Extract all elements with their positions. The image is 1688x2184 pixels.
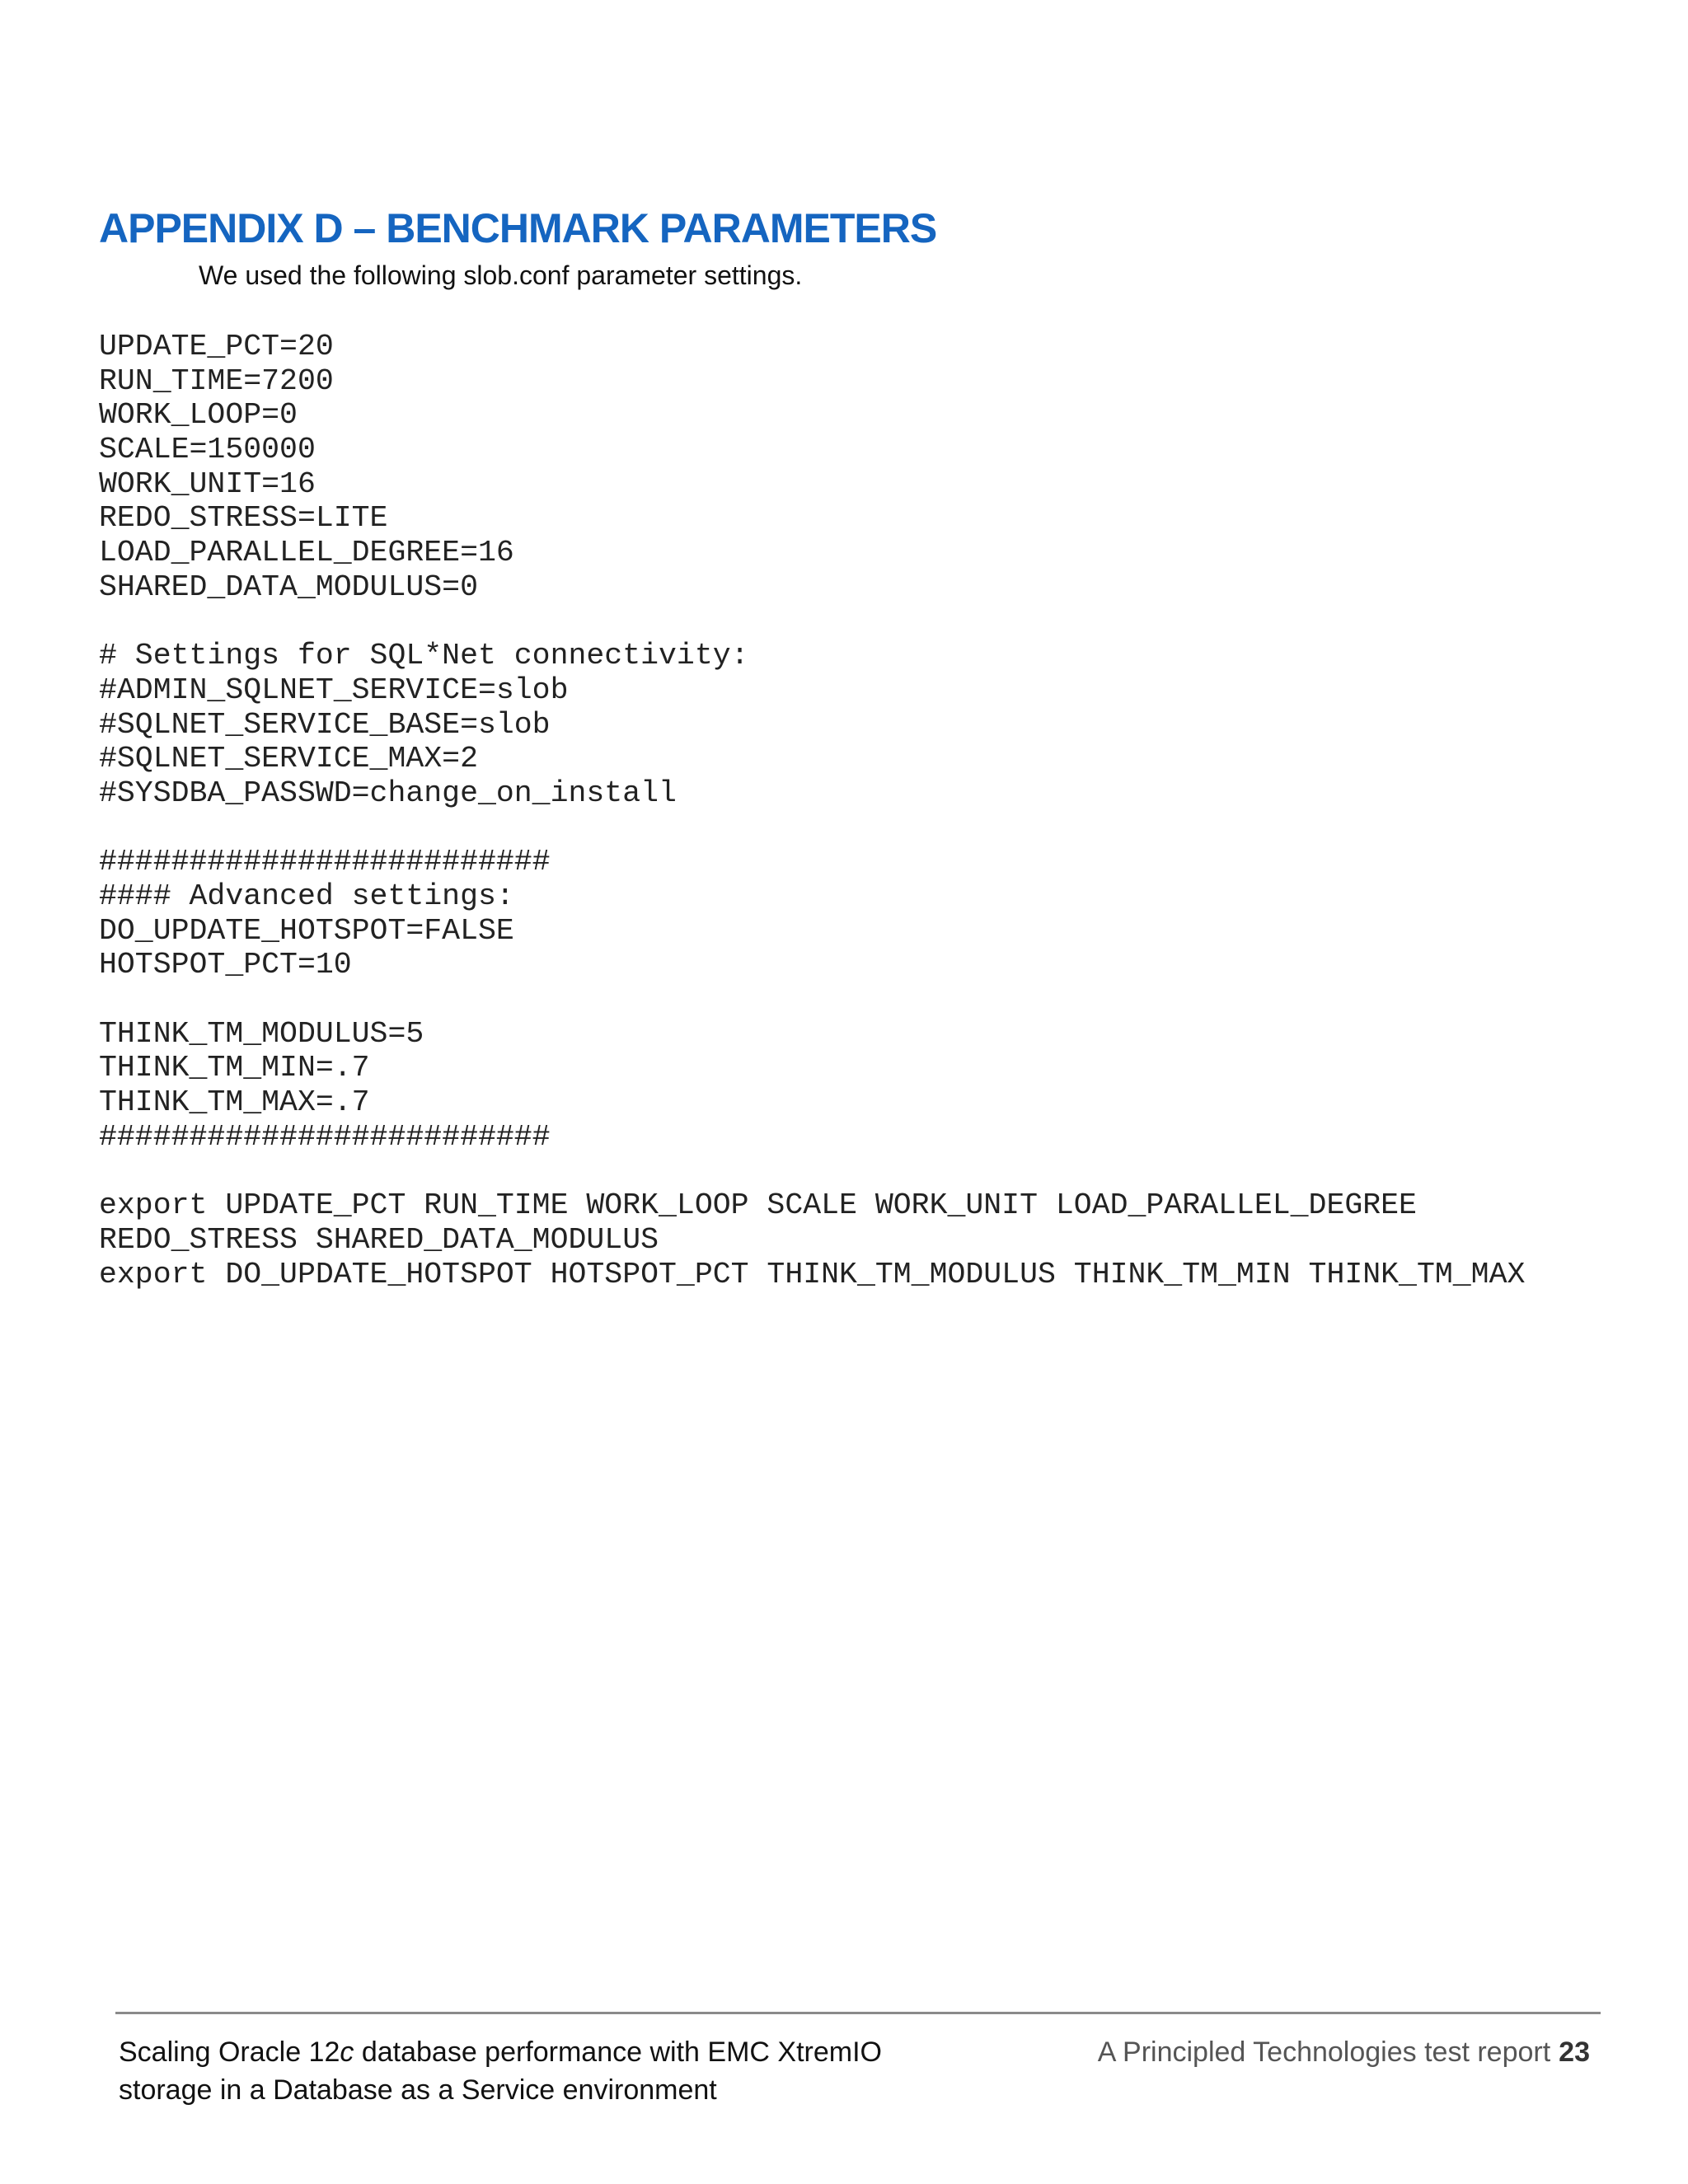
page-heading: APPENDIX D – BENCHMARK PARAMETERS bbox=[99, 205, 937, 251]
code-line: SCALE=150000 bbox=[99, 433, 316, 467]
page-number: 23 bbox=[1559, 2036, 1590, 2068]
code-blank-line bbox=[99, 811, 1525, 846]
code-line: RUN_TIME=7200 bbox=[99, 363, 334, 398]
code-line: export DO_UPDATE_HOTSPOT HOTSPOT_PCT THINK_TM_MODULUS THINK_TM_MIN THINK_TM_MAX bbox=[99, 1257, 1526, 1291]
code-line: #ADMIN_SQLNET_SERVICE=slob bbox=[99, 673, 569, 707]
footer-title-line-2: storage in a Database as a Service environment bbox=[119, 2074, 717, 2106]
slob-conf-code-block bbox=[99, 330, 1525, 1291]
code-line: SHARED_DATA_MODULUS=0 bbox=[99, 569, 478, 604]
code-blank-line bbox=[99, 605, 1525, 640]
intro-paragraph: We used the following slob.conf parameter settings. bbox=[199, 260, 803, 290]
code-line: THINK_TM_MAX=.7 bbox=[99, 1085, 370, 1120]
footer-title-post: database performance with EMC XtremIO bbox=[354, 2036, 882, 2068]
code-line: UPDATE_PCT=20 bbox=[99, 330, 334, 363]
code-line: THINK_TM_MIN=.7 bbox=[99, 1051, 370, 1085]
code-line: REDO_STRESS=LITE bbox=[99, 501, 388, 536]
code-line: #SQLNET_SERVICE_MAX=2 bbox=[99, 742, 478, 776]
code-line: ######################### bbox=[99, 845, 551, 879]
footer-report-label bbox=[1098, 2033, 1590, 2071]
code-line: WORK_UNIT=16 bbox=[99, 466, 316, 501]
code-line: REDO_STRESS SHARED_DATA_MODULUS bbox=[99, 1222, 659, 1257]
code-line: #SYSDBA_PASSWD=change_on_install bbox=[99, 776, 677, 810]
code-line: DO_UPDATE_HOTSPOT=FALSE bbox=[99, 913, 514, 948]
code-line: ######################### bbox=[99, 1119, 551, 1154]
footer-title-line-1 bbox=[119, 2033, 882, 2071]
code-blank-line bbox=[99, 1155, 1525, 1189]
footer-title-pre: Scaling Oracle 12 bbox=[119, 2036, 340, 2068]
code-line: #SQLNET_SERVICE_BASE=slob bbox=[99, 707, 551, 742]
code-line: export UPDATE_PCT RUN_TIME WORK_LOOP SCALE WORK_UNIT LOAD_PARALLEL_DEGREE bbox=[99, 1188, 1417, 1223]
code-line: # Settings for SQL*Net connectivity: bbox=[99, 639, 749, 673]
footer-report-title bbox=[119, 2033, 882, 2109]
footer-publisher-text: A Principled Technologies test report bbox=[1097, 2036, 1551, 2068]
code-blank-line bbox=[99, 982, 1525, 1017]
footer-divider bbox=[115, 2012, 1601, 2014]
code-line: HOTSPOT_PCT=10 bbox=[99, 948, 352, 982]
code-line: THINK_TM_MODULUS=5 bbox=[99, 1016, 424, 1051]
code-line: #### Advanced settings: bbox=[99, 879, 514, 913]
footer-title-italic: c bbox=[340, 2036, 354, 2068]
code-line: LOAD_PARALLEL_DEGREE=16 bbox=[99, 536, 514, 570]
code-line: WORK_LOOP=0 bbox=[99, 398, 298, 433]
